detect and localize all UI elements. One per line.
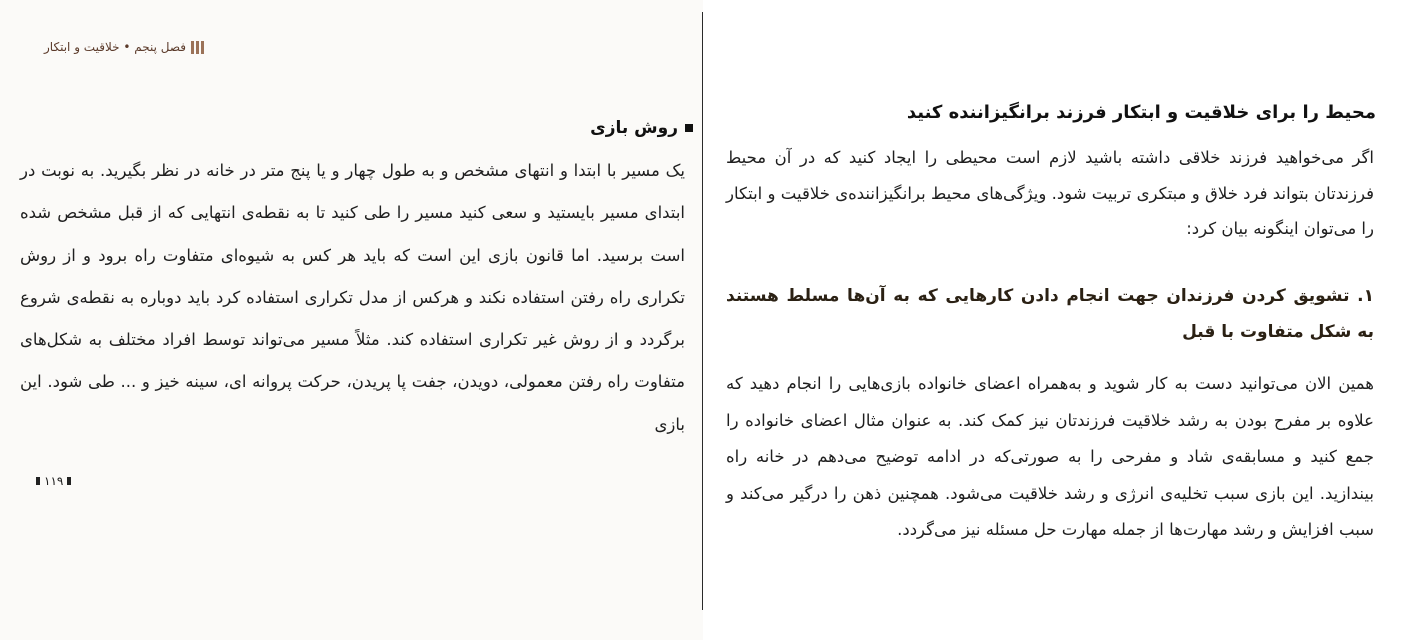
right-intro-text [726, 140, 1374, 247]
page-gutter-divider [702, 12, 703, 610]
page-number-mark-icon [36, 477, 40, 485]
left-body-text [20, 150, 685, 446]
right-paragraph: همین الان می‌توانید دست به کار شوید و به‌همراه اعضای خانواده بازی‌هایی را انجام دهید که علاوه بر مفرح بودن به رشد خلاقیت فرزندتان نیز کمک کند. به عنوان مثال اعضای خانواده را جمع کنید و مسابقه‌ی شاد و مفرحی را به صورتی‌که در ادامه توضیح می‌دهم در خانه راه بیندازید. این بازی سبب تخلیه‌ی انرژی و رشد خلاقیت می‌شود. همچنین ذهن را درگیر می‌کند و سبب افزایش و رشد مهارت‌ها از جمله مهارت حل مسئله نیز می‌گردد. [726, 374, 1374, 539]
square-bullet-icon [685, 124, 693, 132]
page-number [36, 474, 71, 488]
right-subheading: ۱. تشویق کردن فرزندان جهت انجام دادن کارهایی که به آن‌ها مسلط هستند به شکل متفاوت با قبل [726, 286, 1374, 342]
right-body-text [726, 366, 1374, 549]
right-section-heading: محیط را برای خلاقیت و ابتکار فرزند برانگیزاننده کنید [906, 102, 1376, 123]
section-heading: روش بازی [590, 118, 678, 138]
section-heading-row [590, 118, 693, 138]
left-paragraph: یک مسیر با ابتدا و انتهای مشخص و به طول چهار و یا پنج متر در خانه در نظر بگیرید. به نوبت در ابتدای مسیر بایستید و سعی کنید مسیر را طی کنید تا به نقطه‌ی انتهایی که از قبل مشخص شده است برسید. اما قانون بازی این است که باید هر کس به شیوه‌ای متفاوت راه برود و از روش تکراری راه رفتن استفاده نکند و هرکس از مدل تکراری استفاده کرد باید دوباره به نقطه‌ی شروع برگردد و از روش غیر تکراری استفاده کند. مثلاً مسیر می‌تواند توسط افراد مختلف به شکل‌های متفاوت راه رفتن معمولی، دویدن، جفت پا پریدن، حرکت پروانه ای، سینه خیز و ... طی شود. این بازی [20, 161, 685, 434]
ornament-icon [191, 41, 204, 54]
page-number-mark-icon [67, 477, 71, 485]
running-head-text: فصل پنجم • خلاقیت و ابتکار [44, 40, 186, 54]
right-page [704, 0, 1414, 640]
right-intro-paragraph: اگر می‌خواهید فرزند خلاقی داشته باشید لازم است محیطی را ایجاد کنید که در آن محیط فرزندتان بتواند فرد خلاق و مبتکری تربیت شود. ویژگی‌های محیط برانگیزاننده‌ی خلاقیت و ابتکار را می‌توان اینگونه بیان کرد: [726, 148, 1374, 238]
page-number-text: ۱۱۹ [44, 474, 64, 488]
running-head [44, 40, 204, 54]
left-page [0, 0, 703, 640]
